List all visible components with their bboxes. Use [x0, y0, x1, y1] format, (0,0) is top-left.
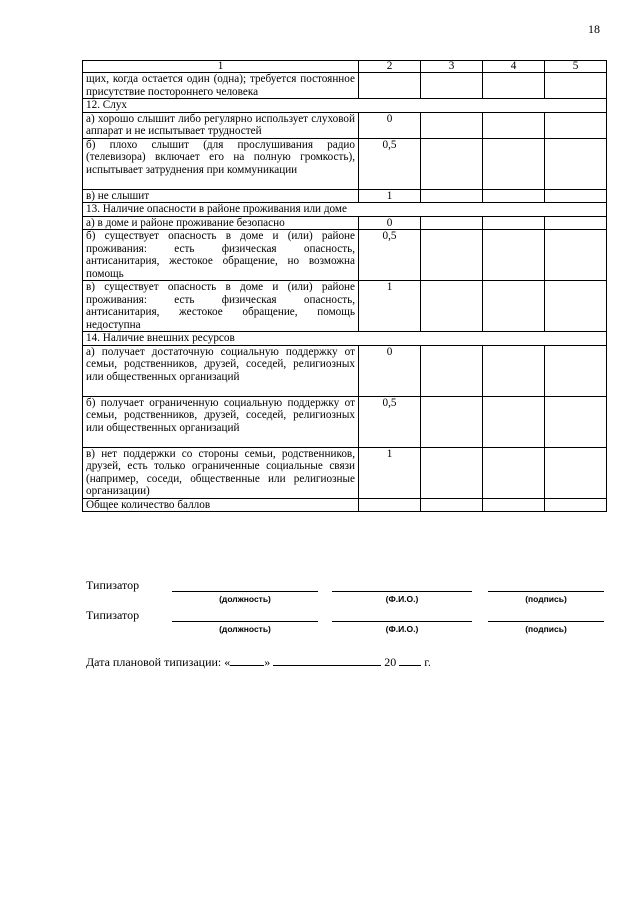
date-label: Дата плановой типизации: « [86, 655, 231, 669]
header-cell: 4 [483, 61, 545, 73]
section-title: 14. Наличие внешних ресурсов [83, 332, 607, 346]
empty-cell [545, 73, 607, 99]
header-cell: 5 [545, 61, 607, 73]
name-line[interactable] [332, 620, 472, 622]
empty-cell [421, 216, 483, 230]
empty-cell [545, 112, 607, 138]
table-row [83, 138, 607, 189]
section-row [83, 203, 607, 217]
empty-cell [483, 447, 545, 498]
empty-cell [483, 396, 545, 447]
empty-cell [483, 216, 545, 230]
table-row [83, 230, 607, 281]
criterion-text: в) не слышит [83, 189, 359, 203]
total-label: Общее количество баллов [83, 498, 359, 512]
table-row [83, 73, 607, 99]
empty-cell [421, 281, 483, 332]
score-cell: 0 [359, 345, 421, 396]
signer-label: Типизатор [86, 578, 140, 592]
signature-block-1 [86, 578, 606, 612]
assessment-table [82, 60, 607, 512]
empty-cell [421, 73, 483, 99]
empty-cell [545, 230, 607, 281]
table-row [83, 189, 607, 203]
header-cell: 1 [83, 61, 359, 73]
table-header-row [83, 61, 607, 73]
score-cell: 0,5 [359, 230, 421, 281]
name-line[interactable] [332, 590, 472, 592]
criterion-text: а) хорошо слышит либо регулярно использует слуховой аппарат и не испытывает трудностей [83, 112, 359, 138]
table-row [83, 216, 607, 230]
table-row [83, 447, 607, 498]
criterion-text: б) существует опасность в доме и (или) районе проживания: есть физическая опасность, антисанитария, жестокое обращение, но возможна помощь [83, 230, 359, 281]
empty-cell [545, 345, 607, 396]
section-row [83, 332, 607, 346]
empty-cell [421, 230, 483, 281]
score-cell: 0,5 [359, 396, 421, 447]
score-cell: 0,5 [359, 138, 421, 189]
year-blank[interactable] [399, 654, 421, 666]
signature-block-2 [86, 608, 606, 642]
position-caption: (должность) [219, 594, 271, 604]
signature-caption: (подпись) [525, 624, 567, 634]
score-cell: 0 [359, 216, 421, 230]
empty-cell [545, 216, 607, 230]
empty-cell [545, 189, 607, 203]
page-number: 18 [588, 22, 600, 36]
score-cell [359, 73, 421, 99]
total-row [83, 498, 607, 512]
total-score-cell [359, 498, 421, 512]
table-row [83, 281, 607, 332]
empty-cell [421, 345, 483, 396]
date-suffix: г. [424, 655, 431, 669]
empty-cell [421, 396, 483, 447]
empty-cell [483, 498, 545, 512]
empty-cell [483, 138, 545, 189]
criterion-text: б) получает ограниченную социальную поддержку от семьи, родственников, друзей, соседей, религиозных или общественных организаций [83, 396, 359, 447]
section-row [83, 99, 607, 113]
name-caption: (Ф.И.О.) [385, 624, 419, 634]
criterion-text: в) нет поддержки со стороны семьи, родственников, друзей, есть только ограниченные социальные связи (например, соседи, общественные или религиозные организации) [83, 447, 359, 498]
day-blank[interactable] [230, 654, 264, 666]
empty-cell [545, 396, 607, 447]
empty-cell [421, 138, 483, 189]
table-row [83, 396, 607, 447]
score-cell: 1 [359, 189, 421, 203]
section-title: 12. Слух [83, 99, 607, 113]
empty-cell [545, 281, 607, 332]
empty-cell [421, 189, 483, 203]
empty-cell [483, 230, 545, 281]
position-line[interactable] [172, 620, 318, 622]
table-row [83, 112, 607, 138]
signature-caption: (подпись) [525, 594, 567, 604]
score-cell: 1 [359, 281, 421, 332]
header-cell: 3 [421, 61, 483, 73]
empty-cell [421, 498, 483, 512]
empty-cell [483, 73, 545, 99]
signer-label: Типизатор [86, 608, 140, 622]
header-cell: 2 [359, 61, 421, 73]
empty-cell [483, 112, 545, 138]
name-caption: (Ф.И.О.) [385, 594, 419, 604]
criterion-text: а) получает достаточную социальную поддержку от семьи, родственников, друзей, соседей, религиозных или общественных организаций [83, 345, 359, 396]
signature-line[interactable] [488, 620, 604, 622]
empty-cell [421, 112, 483, 138]
criterion-text: в) существует опасность в доме и (или) районе проживания: есть физическая опасность, антисанитария, жестокое обращение, помощь недоступна [83, 281, 359, 332]
empty-cell [421, 447, 483, 498]
criterion-text: щих, когда остается один (одна); требуется постоянное присутствие постороннего человека [83, 73, 359, 99]
empty-cell [483, 345, 545, 396]
table-row [83, 345, 607, 396]
empty-cell [545, 138, 607, 189]
year-prefix: 20 [384, 655, 397, 669]
section-title: 13. Наличие опасности в районе проживания или доме [83, 203, 607, 217]
month-blank[interactable] [273, 654, 381, 666]
position-caption: (должность) [219, 624, 271, 634]
score-cell: 1 [359, 447, 421, 498]
date-close-quote: » [264, 655, 271, 669]
position-line[interactable] [172, 590, 318, 592]
criterion-text: б) плохо слышит (для прослушивания радио (телевизора) включает его на полную громкость), испытывает затруднения при коммуникации [83, 138, 359, 189]
score-cell: 0 [359, 112, 421, 138]
empty-cell [545, 498, 607, 512]
empty-cell [545, 447, 607, 498]
empty-cell [483, 189, 545, 203]
signature-line[interactable] [488, 590, 604, 592]
criterion-text: а) в доме и районе проживание безопасно [83, 216, 359, 230]
empty-cell [483, 281, 545, 332]
planned-typing-date [86, 654, 431, 670]
